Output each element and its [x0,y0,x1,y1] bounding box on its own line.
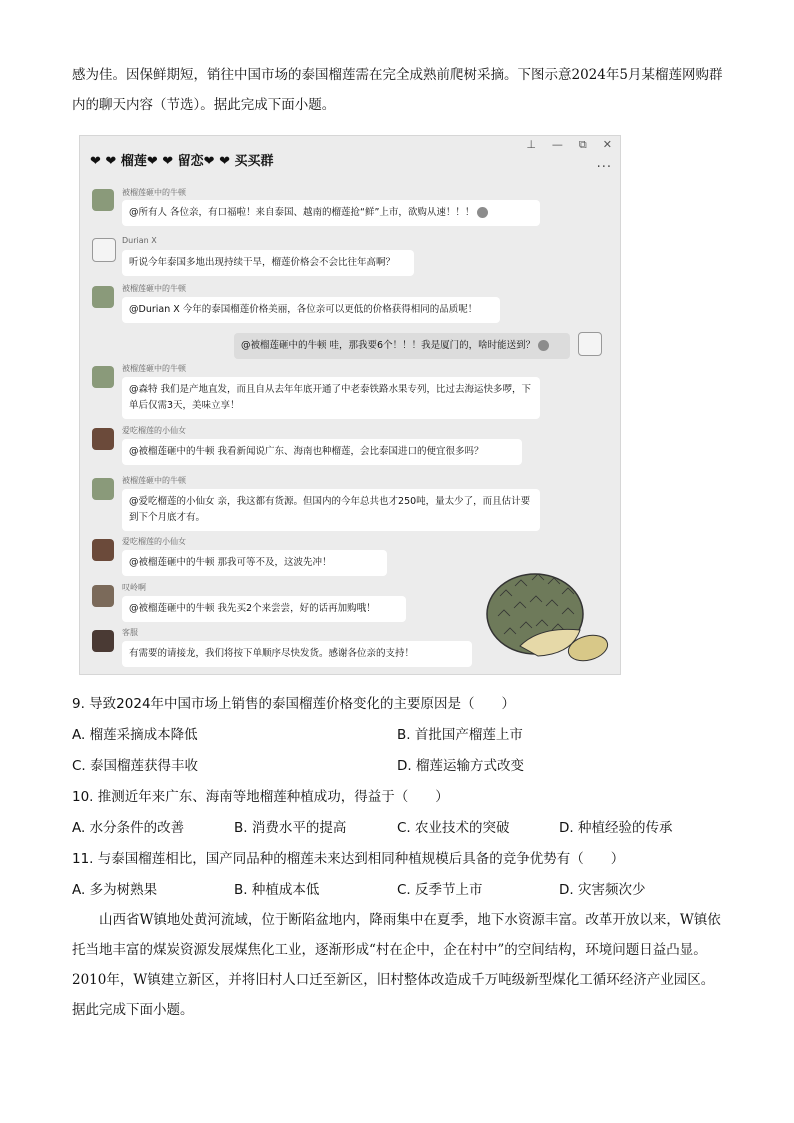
message-bubble [122,489,540,531]
message-text: @爱吃榴莲的小仙女 亲，我这都有货源。但国内的今年总共也才250吨，量太少了，而且估计要到下个月底才有。 [129,496,531,523]
option-11a: A. 多为树熟果 [72,882,158,898]
message-text: @所有人 各位亲，有口福啦！来自泰国、越南的榴莲抢“鲜”上市，欲购从速！！！ [129,207,475,218]
avatar [92,478,114,500]
avatar [92,238,116,262]
minimize-icon[interactable]: — [551,138,563,151]
emoji-icon [477,207,488,218]
option-10b: B. 消费水平的提高 [234,820,347,836]
message-text: @Durian X 今年的泰国榴莲价格美丽，各位亲可以更低的价格获得相同的品质呢！ [129,304,478,315]
avatar [92,539,114,561]
message-bubble [122,439,522,465]
avatar [92,428,114,450]
option-11d: D. 灾害频次少 [559,882,646,898]
avatar [92,630,114,652]
message-bubble [122,250,414,276]
question-11-stem: 11. 与泰国榴莲相比，国产同品种的榴莲未来达到相同种植规模后具备的竞争优势有（ ） [72,851,625,867]
chat-group-title: ❤ ❤ 榴莲❤ ❤ 留恋❤ ❤ 买买群 [90,154,274,169]
question-10-stem: 10. 推测近年来广东、海南等地榴莲种植成功，得益于（ ） [72,789,449,805]
window-controls [526,138,612,152]
close-icon[interactable]: ✕ [602,138,612,151]
avatar [92,585,114,607]
option-10a: A. 水分条件的改善 [72,820,185,836]
option-9a: A. 榴莲采摘成本降低 [72,727,198,743]
message-text: @被榴莲砸中的牛顿 哇，那我要6个！！！我是厦门的，啥时能送到？ [241,340,536,351]
option-11b: B. 种植成本低 [234,882,320,898]
chat-screenshot [79,135,621,675]
sender-name: 被榴莲砸中的牛顿 [122,188,186,197]
message-text: 听说今年泰国多地出现持续干旱，榴莲价格会不会比往年高啊？ [129,257,396,268]
sender-name: 被榴莲砸中的牛顿 [122,364,186,373]
option-9d: D. 榴莲运输方式改变 [397,758,524,774]
message-bubble [122,200,540,226]
sender-name: 叹岭啊 [122,583,146,592]
sender-name: 被榴莲砸中的牛顿 [122,284,186,293]
avatar [92,286,114,308]
sender-name: 客服 [122,628,138,637]
emoji-icon [538,340,549,351]
message-bubble [122,377,540,419]
restore-icon[interactable]: ⧉ [578,138,587,151]
question-9-stem: 9. 导致2024年中国市场上销售的泰国榴莲价格变化的主要原因是（ ） [72,696,516,712]
message-text: @森特 我们是产地直发，而且自从去年年底开通了中老泰铁路水果专列，比过去海运快多啰，下单后仅需3天，美味立享！ [129,384,532,411]
option-10c: C. 农业技术的突破 [397,820,510,836]
message-bubble [122,596,406,622]
passage-paragraph: 山西省W镇地处黄河流域，位于断陷盆地内，降雨集中在夏季，地下水资源丰富。改革开放以来，W镇依托当地丰富的煤炭资源发展煤焦化工业，逐渐形成“村在企中，企在村中”的空间结构，环境问题日益凸显。2010年，W镇建立新区，并将旧村人口迁至新区，旧村整体改造成千万吨级新型煤化工循环经济产业园区。据此完成下面小题。 [72,912,721,1018]
message-text: @被榴莲砸中的牛顿 我先买2个来尝尝，好的话再加购哦！ [129,603,376,614]
avatar [92,189,114,211]
durian-illustration [480,556,610,666]
option-9c: C. 泰国榴莲获得丰收 [72,758,199,774]
sender-name: Durian X [122,236,157,245]
message-bubble [122,641,472,667]
option-9b: B. 首批国产榴莲上市 [397,727,523,743]
intro-paragraph: 感为佳。因保鲜期短，销往中国市场的泰国榴莲需在完全成熟前爬树采摘。下图示意2024年5月某榴莲网购群内的聊天内容（节选）。据此完成下面小题。 [72,67,723,113]
sender-name: 爱吃榴莲的小仙女 [122,537,186,546]
message-bubble-self [234,333,570,359]
option-10d: D. 种植经验的传承 [559,820,673,836]
option-11c: C. 反季节上市 [397,882,483,898]
message-text: @被榴莲砸中的牛顿 那我可等不及，这波先冲！ [129,557,332,568]
more-icon[interactable]: ... [596,156,612,171]
message-text: 有需要的请接龙，我们将按下单顺序尽快发货。感谢各位亲的支持！ [129,648,415,659]
message-bubble [122,550,387,576]
message-text: @被榴莲砸中的牛顿 我看新闻说广东、海南也种榴莲，会比泰国进口的便宜很多吗？ [129,446,484,457]
avatar [92,366,114,388]
pin-icon[interactable]: ⊥ [526,138,536,151]
sender-name: 爱吃榴莲的小仙女 [122,426,186,435]
message-bubble [122,297,500,323]
sender-name: 被榴莲砸中的牛顿 [122,476,186,485]
avatar [578,332,602,356]
